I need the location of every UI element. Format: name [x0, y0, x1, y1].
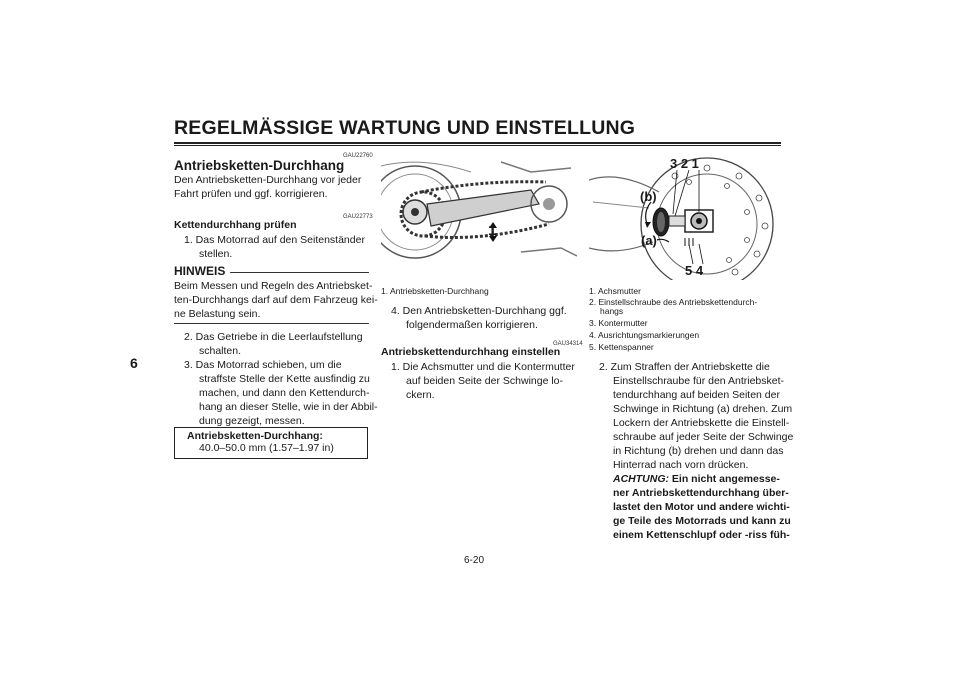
warning-prefix: ACHTUNG: [613, 473, 669, 485]
hinweis-line: ne Belastung sein. [174, 308, 261, 320]
warning-text: Ein nicht angemesse- [669, 473, 780, 485]
step-line: hang an dieser Stelle, wie in der Abbil- [199, 401, 378, 413]
step-line: tendurchhang auf beiden Seiten der [613, 389, 780, 401]
step-line: 1. Die Achsmutter und die Kontermutter [391, 361, 575, 373]
step-line: machen, und dann den Kettendurch- [199, 387, 370, 399]
step-line: Schwinge in Richtung (a) drehen. Zum [613, 403, 793, 415]
step-line: 3. Das Motorrad schieben, um die [184, 359, 342, 371]
step-line: Einstellschraube für den Antriebsket- [613, 375, 785, 387]
chain-adjuster-illustration [589, 152, 781, 280]
title-rule-thin [174, 145, 781, 146]
hinweis-title: HINWEIS [174, 264, 226, 278]
step-line: dung gezeigt, messen. [199, 415, 305, 427]
subheading: Antriebskettendurchhang einstellen [381, 346, 561, 358]
page-title: REGELMÄSSIGE WARTUNG UND EINSTELLUNG [174, 117, 636, 139]
step-line: in Richtung (b) drehen und dann das [613, 445, 784, 457]
chain-slack-illustration [381, 152, 577, 280]
spec-label: Antriebsketten-Durchhang: [187, 430, 323, 442]
warning-first-line [613, 472, 780, 487]
hinweis-rule-bottom [174, 323, 369, 324]
hinweis-rule-top [230, 272, 369, 273]
intro-line-2: Fahrt prüfen und ggf. korrigieren. [174, 188, 328, 200]
code-label: GAU22773 [343, 214, 373, 220]
figure-label-top: 3 2 1 [670, 156, 699, 171]
warning-line: lastet den Motor und andere wichti- [613, 501, 790, 513]
subheading: Kettendurchhang prüfen [174, 219, 297, 231]
page-number: 6-20 [464, 555, 485, 566]
spec-box [174, 427, 368, 459]
caption-line: 1. Achsmutter [589, 286, 641, 296]
title-rule [174, 142, 781, 144]
section-heading: Antriebsketten-Durchhang [174, 158, 345, 173]
caption-line: 4. Ausrichtungsmarkierungen [589, 330, 700, 340]
step-line: 2. Zum Straffen der Antriebskette die [599, 361, 770, 373]
warning-line: ner Antriebskettendurchhang über- [613, 487, 789, 499]
figure-label-bottom: 5 4 [685, 263, 704, 278]
warning-line: ge Teile des Motorrads und kann zu [613, 515, 791, 527]
step-line: 4. Den Antriebsketten-Durchhang ggf. [391, 305, 567, 317]
step-line: ckern. [406, 389, 435, 401]
spec-value: 40.0–50.0 mm (1.57–1.97 in) [199, 442, 334, 454]
step-line: 1. Das Motorrad auf den Seitenständer [184, 234, 365, 246]
step-line: 2. Das Getriebe in die Leerlaufstellung [184, 331, 363, 343]
step-line: folgendermaßen korrigieren. [406, 319, 538, 331]
step-line: stellen. [199, 248, 233, 260]
step-line: auf beiden Seite der Schwinge lo- [406, 375, 564, 387]
step-line: schalten. [199, 345, 242, 357]
step-line: schraube auf jeder Seite der Schwinge [613, 431, 794, 443]
step-line: Lockern der Antriebskette die Einstell- [613, 417, 790, 429]
caption-line: 3. Kontermutter [589, 318, 648, 328]
hinweis-line: ten-Durchhangs darf auf dem Fahrzeug kei- [174, 294, 378, 306]
code-label: GAU34314 [553, 341, 583, 347]
intro-line-1: Den Antriebsketten-Durchhang vor jeder [174, 174, 362, 186]
code-label: GAU22760 [343, 153, 373, 159]
caption-line: hangs [600, 306, 624, 316]
figure-label-a: (a) [641, 233, 657, 248]
caption-line: 2. Einstellschraube des Antriebskettendurch- [589, 297, 758, 307]
step-line: straffste Stelle der Kette ausfindig zu [199, 373, 370, 385]
step-line: Hinterrad nach vorn drücken. [613, 459, 749, 471]
warning-line: einem Kettenschlupf oder -riss füh- [613, 529, 790, 541]
chapter-tab: 6 [130, 355, 138, 371]
figure-label-1: 1 [488, 222, 497, 239]
caption-line: 5. Kettenspanner [589, 342, 654, 352]
hinweis-line: Beim Messen und Regeln des Antriebsket- [174, 280, 373, 292]
figure-label-b: (b) [640, 189, 657, 204]
figure-caption: 1. Antriebsketten-Durchhang [381, 286, 489, 296]
